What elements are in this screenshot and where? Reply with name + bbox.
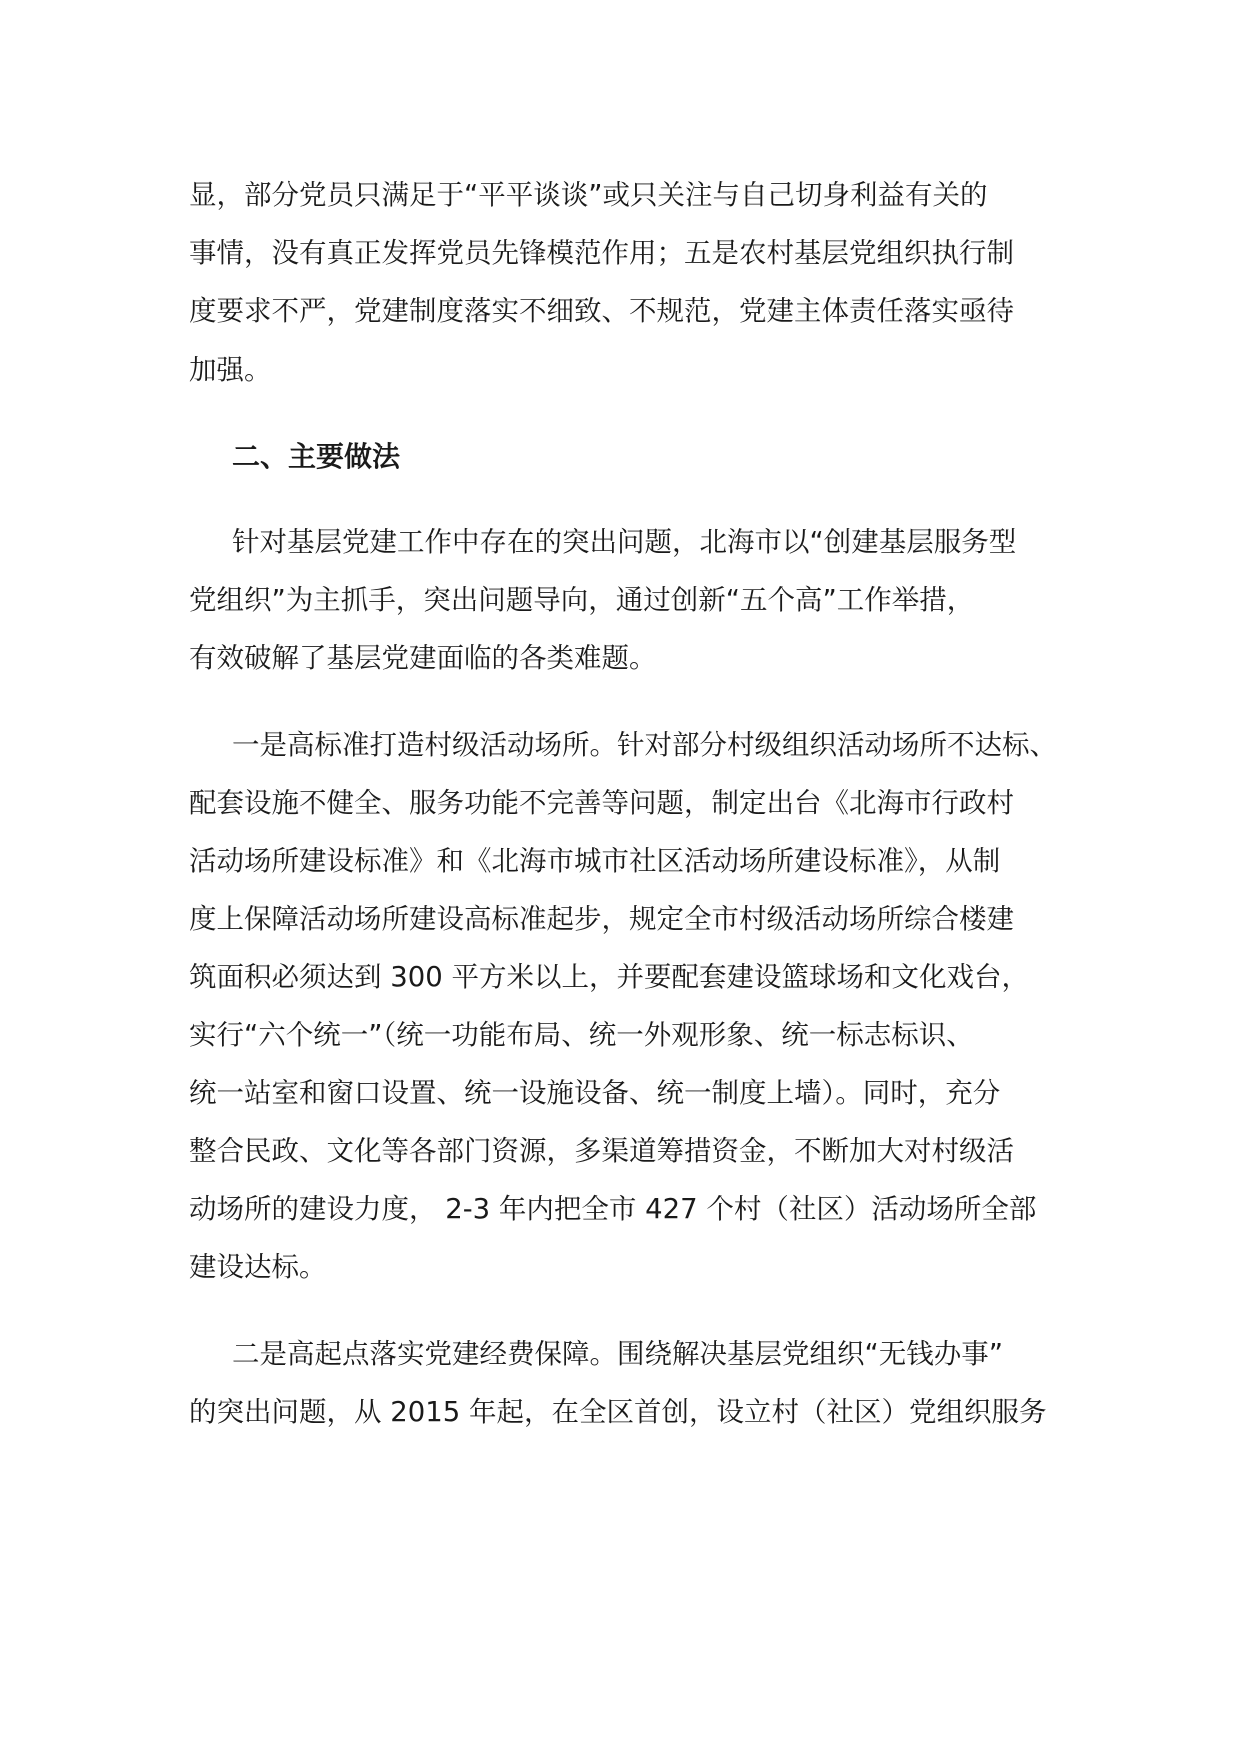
body-text-line: 显，部分党员只满足于“平平谈谈”或只关注与自己切身利益有关的 — [189, 179, 988, 211]
body-text-line: 有效破解了基层党建面临的各类难题。 — [189, 642, 657, 674]
section-heading: 二、主要做法 — [232, 440, 401, 473]
body-text-line: 动场所的建设力度， 2-3 年内把全市 427 个村（社区）活动场所全部 — [189, 1193, 1037, 1225]
body-text-line: 整合民政、文化等各部门资源，多渠道筹措资金，不断加大对村级活 — [189, 1135, 1014, 1167]
body-text-line: 建设达标。 — [189, 1251, 327, 1283]
body-text-line: 配套设施不健全、服务功能不完善等问题，制定出台《北海市行政村 — [189, 787, 1014, 819]
body-text-line: 筑面积必须达到 300 平方米以上，并要配套建设篮球场和文化戏台， — [189, 961, 1029, 993]
body-text-line: 活动场所建设标准》和《北海市城市社区活动场所建设标准》，从制 — [189, 845, 1001, 877]
body-text-line: 党组织”为主抓手，突出问题导向，通过创新“五个高”工作举措， — [189, 584, 975, 616]
paragraph-first-line: 针对基层党建工作中存在的突出问题，北海市以“创建基层服务型 — [232, 526, 1017, 558]
body-text-line: 事情，没有真正发挥党员先锋模范作用；五是农村基层党组织执行制 — [189, 237, 1014, 269]
paragraph-first-line: 二是高起点落实党建经费保障。围绕解决基层党组织“无钱办事” — [232, 1338, 1003, 1370]
body-text-line: 度上保障活动场所建设高标准起步，规定全市村级活动场所综合楼建 — [189, 903, 1014, 935]
body-text-line: 度要求不严，党建制度落实不细致、不规范，党建主体责任落实亟待 — [189, 295, 1014, 327]
body-text-line: 加强。 — [189, 354, 272, 386]
body-text-line: 实行“六个统一”（统一功能布局、统一外观形象、统一标志标识、 — [189, 1019, 974, 1051]
body-text-line: 统一站室和窗口设置、统一设施设备、统一制度上墙）。同时，充分 — [189, 1077, 1001, 1109]
paragraph-first-line: 一是高标准打造村级活动场所。针对部分村级组织活动场所不达标、 — [232, 729, 1057, 761]
body-text-line: 的突出问题，从 2015 年起，在全区首创，设立村（社区）党组织服务 — [189, 1396, 1047, 1428]
